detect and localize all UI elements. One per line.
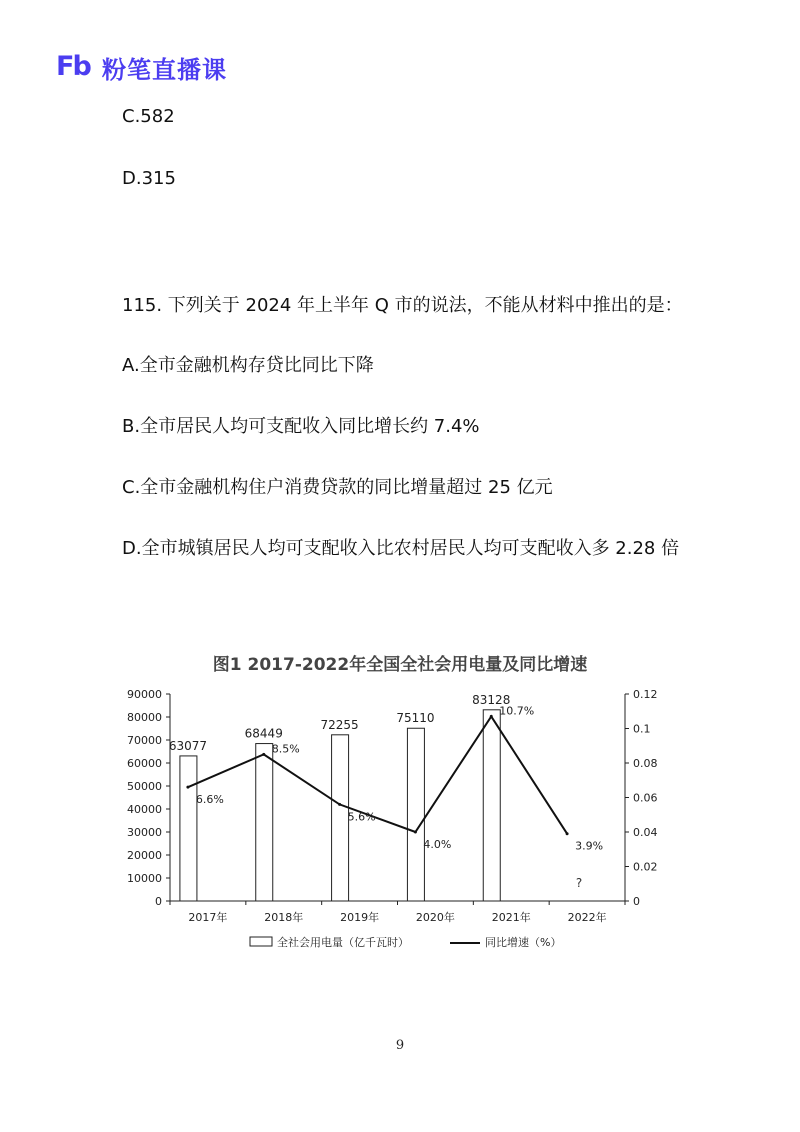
x-tick-label: 2018年 xyxy=(264,911,304,924)
x-tick-label: 2017年 xyxy=(188,911,228,924)
left-tick-label: 80000 xyxy=(127,711,162,724)
bar xyxy=(332,735,349,901)
x-tick-label: 2019年 xyxy=(340,911,380,924)
bar-label: 63077 xyxy=(168,738,208,753)
growth-label: 3.9% xyxy=(575,839,604,853)
page-number: 9 xyxy=(395,1038,405,1053)
right-tick-label: 0.08 xyxy=(633,757,658,770)
prev-option-d: D.315 xyxy=(122,168,176,189)
left-tick-label: 60000 xyxy=(127,757,162,770)
right-tick-label: 0 xyxy=(633,895,640,908)
option-a: A.全市金融机构存贷比同比下降 xyxy=(122,355,374,376)
electricity-chart xyxy=(120,640,680,960)
growth-point xyxy=(414,831,417,834)
growth-label: 8.5% xyxy=(271,742,300,756)
bar-label: 68449 xyxy=(244,726,283,741)
fb-logo-icon: Fb xyxy=(56,51,90,82)
left-tick-label: 90000 xyxy=(127,688,162,701)
growth-point xyxy=(490,715,493,718)
legend-line-label: 同比增速（%） xyxy=(485,936,562,949)
bar xyxy=(256,744,273,901)
bar-label: 72255 xyxy=(320,717,359,732)
option-d: D.全市城镇居民人均可支配收入比农村居民人均可支配收入多 2.28 倍 xyxy=(122,538,680,559)
right-tick-label: 0.06 xyxy=(633,791,658,805)
growth-label: 4.0% xyxy=(423,838,452,851)
growth-point xyxy=(338,803,341,806)
x-tick-label: 2022年 xyxy=(567,911,607,924)
x-tick-label: 2021年 xyxy=(491,911,531,924)
right-tick-label: 0.04 xyxy=(633,826,658,839)
brand-logo xyxy=(56,50,227,84)
prev-option-c: C.582 xyxy=(122,106,175,127)
left-tick-label: 40000 xyxy=(127,803,162,816)
bar xyxy=(180,756,197,901)
growth-point xyxy=(262,753,265,756)
bar-label: 83128 xyxy=(472,692,511,707)
legend-bar-swatch xyxy=(250,937,272,946)
option-b: B.全市居民人均可支配收入同比增长约 7.4% xyxy=(122,416,480,437)
growth-label: 10.7% xyxy=(499,704,535,718)
bar xyxy=(483,710,500,901)
growth-label: 6.6% xyxy=(195,793,224,807)
growth-point xyxy=(186,786,189,789)
brand-name: 粉笔直播课 xyxy=(102,55,227,84)
x-tick-label: 2020年 xyxy=(415,911,455,924)
right-tick-label: 0.12 xyxy=(633,688,658,701)
growth-label: 5.6% xyxy=(347,810,376,824)
question-stem: 115. 下列关于 2024 年上半年 Q 市的说法，不能从材料中推出的是： xyxy=(122,295,683,316)
bar xyxy=(407,728,424,901)
left-tick-label: 10000 xyxy=(127,872,162,885)
growth-point xyxy=(566,832,569,835)
left-tick-label: 30000 xyxy=(127,826,162,839)
bar-label-unknown: ? xyxy=(575,876,583,890)
right-tick-label: 0.1 xyxy=(633,722,651,736)
left-tick-label: 50000 xyxy=(127,780,162,793)
left-tick-label: 20000 xyxy=(127,849,162,862)
legend-bar-label: 全社会用电量（亿千瓦时） xyxy=(277,936,409,949)
left-tick-label: 70000 xyxy=(127,734,162,747)
bar-label: 75110 xyxy=(396,711,435,726)
chart-title: 图1 2017-2022年全国全社会用电量及同比增速 xyxy=(212,655,588,675)
left-tick-label: 0 xyxy=(155,895,162,908)
right-tick-label: 0.02 xyxy=(633,860,658,874)
option-c: C.全市金融机构住户消费贷款的同比增量超过 25 亿元 xyxy=(122,477,553,498)
